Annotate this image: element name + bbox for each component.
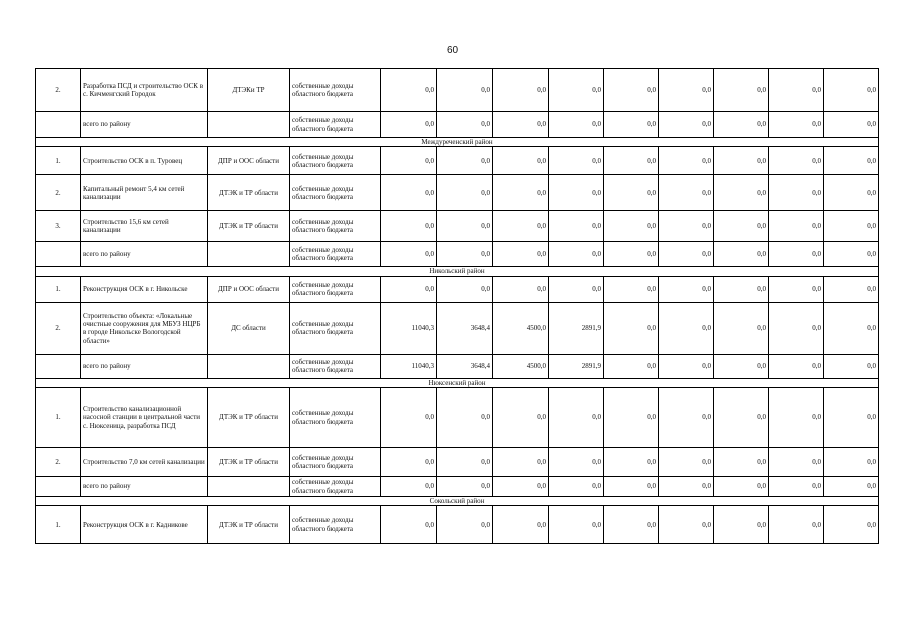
object-name: всего по району: [81, 477, 208, 497]
value-cell: 0,0: [549, 276, 604, 302]
value-cell: 0,0: [549, 211, 604, 242]
value-cell: 0,0: [493, 448, 549, 477]
object-name: всего по району: [81, 242, 208, 267]
district-name: Сокольский район: [36, 496, 879, 505]
funding-source: собственные доходы областного бюджета: [290, 388, 381, 448]
value-cell: 0,0: [824, 112, 879, 138]
value-cell: 0,0: [493, 506, 549, 544]
row-number: [36, 354, 81, 378]
funding-source: собственные доходы областного бюджета: [290, 147, 381, 175]
funding-source: собственные доходы областного бюджета: [290, 242, 381, 267]
value-cell: 0,0: [437, 477, 493, 497]
value-cell: 0,0: [604, 388, 659, 448]
value-cell: 0,0: [659, 388, 714, 448]
row-number: 1.: [36, 276, 81, 302]
district-header-row: [36, 378, 879, 387]
executor: ДТЭК и ТР области: [208, 211, 290, 242]
value-cell: 2891,9: [549, 354, 604, 378]
row-number: 2.: [36, 175, 81, 211]
table-row: [36, 477, 879, 497]
value-cell: 0,0: [659, 448, 714, 477]
value-cell: 0,0: [604, 175, 659, 211]
table-row: [36, 388, 879, 448]
value-cell: 0,0: [659, 175, 714, 211]
value-cell: 0,0: [604, 211, 659, 242]
district-name: Междуреченский район: [36, 138, 879, 147]
table-row: [36, 276, 879, 302]
table-row: [36, 448, 879, 477]
table-row: [36, 112, 879, 138]
value-cell: 0,0: [381, 175, 437, 211]
value-cell: 0,0: [493, 175, 549, 211]
value-cell: 0,0: [824, 147, 879, 175]
row-number: 1.: [36, 506, 81, 544]
value-cell: 4500,0: [493, 302, 549, 354]
value-cell: 0,0: [824, 276, 879, 302]
value-cell: 0,0: [659, 302, 714, 354]
value-cell: 0,0: [604, 242, 659, 267]
value-cell: 0,0: [381, 112, 437, 138]
value-cell: 0,0: [381, 242, 437, 267]
table-row: [36, 506, 879, 544]
value-cell: 0,0: [381, 388, 437, 448]
value-cell: 0,0: [769, 477, 824, 497]
value-cell: 0,0: [714, 242, 769, 267]
value-cell: 0,0: [381, 276, 437, 302]
executor: ДПР и ООС области: [208, 147, 290, 175]
row-number: 1.: [36, 147, 81, 175]
value-cell: 0,0: [381, 506, 437, 544]
object-name: Капитальный ремонт 5,4 км сетей канализации: [81, 175, 208, 211]
value-cell: 0,0: [659, 112, 714, 138]
value-cell: 0,0: [493, 211, 549, 242]
value-cell: 0,0: [437, 147, 493, 175]
value-cell: 0,0: [604, 448, 659, 477]
value-cell: 0,0: [604, 69, 659, 112]
value-cell: 0,0: [493, 242, 549, 267]
funding-source: собственные доходы областного бюджета: [290, 175, 381, 211]
value-cell: 0,0: [437, 506, 493, 544]
executor: ДТЭК и ТР области: [208, 175, 290, 211]
value-cell: 0,0: [769, 276, 824, 302]
value-cell: 0,0: [549, 477, 604, 497]
value-cell: 0,0: [659, 211, 714, 242]
funding-source: собственные доходы областного бюджета: [290, 506, 381, 544]
row-number: 2.: [36, 448, 81, 477]
value-cell: 0,0: [769, 242, 824, 267]
value-cell: 0,0: [437, 448, 493, 477]
value-cell: 0,0: [824, 242, 879, 267]
value-cell: 0,0: [714, 477, 769, 497]
executor: [208, 242, 290, 267]
value-cell: 0,0: [824, 354, 879, 378]
value-cell: 0,0: [437, 211, 493, 242]
object-name: Строительство объекта: «Локальные очистные сооружения для МБУЗ НЦРБ в городе Никольске Вологодской области»: [81, 302, 208, 354]
value-cell: 0,0: [604, 506, 659, 544]
value-cell: 0,0: [824, 388, 879, 448]
object-name: Строительство канализационной насосной станции в центральной части с. Нюксеница, разработка ПСД: [81, 388, 208, 448]
district-header-row: [36, 267, 879, 276]
value-cell: 0,0: [659, 477, 714, 497]
value-cell: 0,0: [824, 211, 879, 242]
value-cell: 0,0: [549, 242, 604, 267]
value-cell: 0,0: [604, 112, 659, 138]
value-cell: 11040,3: [381, 354, 437, 378]
value-cell: 0,0: [437, 69, 493, 112]
executor: ДТЭКи ТР: [208, 69, 290, 112]
value-cell: 0,0: [714, 211, 769, 242]
district-header-row: [36, 138, 879, 147]
value-cell: 0,0: [604, 354, 659, 378]
value-cell: 0,0: [714, 506, 769, 544]
value-cell: 0,0: [493, 388, 549, 448]
table-body: [36, 69, 879, 544]
value-cell: 0,0: [437, 175, 493, 211]
object-name: Реконструкция ОСК в г. Кадникове: [81, 506, 208, 544]
table-row: [36, 69, 879, 112]
value-cell: 0,0: [824, 302, 879, 354]
object-name: всего по району: [81, 354, 208, 378]
value-cell: 0,0: [381, 448, 437, 477]
value-cell: 2891,9: [549, 302, 604, 354]
value-cell: 0,0: [824, 477, 879, 497]
row-number: 1.: [36, 388, 81, 448]
executor: [208, 477, 290, 497]
value-cell: 0,0: [714, 448, 769, 477]
object-name: Разработка ПСД и строительство ОСК в с. Кичменгский Городок: [81, 69, 208, 112]
row-number: 3.: [36, 211, 81, 242]
table-row: [36, 175, 879, 211]
value-cell: 0,0: [381, 69, 437, 112]
value-cell: 0,0: [714, 69, 769, 112]
table-row: [36, 147, 879, 175]
executor: [208, 112, 290, 138]
value-cell: 0,0: [549, 175, 604, 211]
value-cell: 0,0: [549, 112, 604, 138]
district-name: Никольский район: [36, 267, 879, 276]
executor: ДТЭК и ТР области: [208, 448, 290, 477]
funding-source: собственные доходы областного бюджета: [290, 477, 381, 497]
district-header-row: [36, 496, 879, 505]
object-name: Строительство 15,6 км сетей канализации: [81, 211, 208, 242]
row-number: 2.: [36, 302, 81, 354]
row-number: 2.: [36, 69, 81, 112]
value-cell: 0,0: [714, 112, 769, 138]
executor: ДТЭК и ТР области: [208, 388, 290, 448]
executor: ДТЭК и ТР области: [208, 506, 290, 544]
executor: ДПР и ООС области: [208, 276, 290, 302]
value-cell: 0,0: [769, 388, 824, 448]
value-cell: 0,0: [381, 477, 437, 497]
value-cell: 0,0: [769, 175, 824, 211]
value-cell: 0,0: [493, 477, 549, 497]
value-cell: 0,0: [659, 276, 714, 302]
value-cell: 0,0: [659, 69, 714, 112]
district-name: Нюксенский район: [36, 378, 879, 387]
object-name: всего по району: [81, 112, 208, 138]
object-name: Реконструкция ОСК в г. Никольске: [81, 276, 208, 302]
funding-source: собственные доходы областного бюджета: [290, 276, 381, 302]
table-row: [36, 211, 879, 242]
value-cell: 0,0: [604, 147, 659, 175]
funding-source: собственные доходы областного бюджета: [290, 69, 381, 112]
table-row: [36, 302, 879, 354]
value-cell: 0,0: [824, 448, 879, 477]
value-cell: 0,0: [493, 276, 549, 302]
value-cell: 0,0: [437, 276, 493, 302]
object-name: Строительство 7,0 км сетей канализации: [81, 448, 208, 477]
value-cell: 0,0: [714, 147, 769, 175]
value-cell: 0,0: [769, 302, 824, 354]
row-number: [36, 242, 81, 267]
table-row: [36, 354, 879, 378]
value-cell: 0,0: [604, 302, 659, 354]
value-cell: 0,0: [659, 506, 714, 544]
value-cell: 0,0: [769, 354, 824, 378]
value-cell: 0,0: [824, 175, 879, 211]
budget-table: [35, 68, 879, 544]
value-cell: 0,0: [824, 69, 879, 112]
value-cell: 4500,0: [493, 354, 549, 378]
funding-source: собственные доходы областного бюджета: [290, 354, 381, 378]
value-cell: 0,0: [437, 388, 493, 448]
value-cell: 0,0: [714, 276, 769, 302]
funding-source: собственные доходы областного бюджета: [290, 211, 381, 242]
value-cell: 0,0: [493, 69, 549, 112]
page-number: 60: [446, 45, 459, 56]
row-number: [36, 477, 81, 497]
value-cell: 0,0: [769, 112, 824, 138]
value-cell: 0,0: [493, 112, 549, 138]
value-cell: 0,0: [769, 448, 824, 477]
funding-source: собственные доходы областного бюджета: [290, 448, 381, 477]
value-cell: 0,0: [381, 211, 437, 242]
value-cell: 0,0: [714, 302, 769, 354]
funding-source: собственные доходы областного бюджета: [290, 112, 381, 138]
value-cell: 0,0: [549, 147, 604, 175]
table-row: [36, 242, 879, 267]
executor: [208, 354, 290, 378]
value-cell: 3648,4: [437, 354, 493, 378]
value-cell: 0,0: [714, 388, 769, 448]
value-cell: 0,0: [549, 388, 604, 448]
value-cell: 0,0: [714, 354, 769, 378]
value-cell: 0,0: [824, 506, 879, 544]
value-cell: 0,0: [769, 211, 824, 242]
value-cell: 0,0: [437, 242, 493, 267]
value-cell: 0,0: [549, 506, 604, 544]
object-name: Строительство ОСК в п. Туровец: [81, 147, 208, 175]
value-cell: 0,0: [381, 147, 437, 175]
value-cell: 0,0: [659, 147, 714, 175]
value-cell: 11040,3: [381, 302, 437, 354]
value-cell: 0,0: [769, 69, 824, 112]
value-cell: 0,0: [769, 147, 824, 175]
value-cell: 0,0: [714, 175, 769, 211]
value-cell: 0,0: [604, 477, 659, 497]
value-cell: 0,0: [437, 112, 493, 138]
value-cell: 0,0: [493, 147, 549, 175]
value-cell: 0,0: [769, 506, 824, 544]
executor: ДС области: [208, 302, 290, 354]
value-cell: 0,0: [659, 354, 714, 378]
value-cell: 0,0: [549, 69, 604, 112]
value-cell: 0,0: [604, 276, 659, 302]
value-cell: 3648,4: [437, 302, 493, 354]
value-cell: 0,0: [549, 448, 604, 477]
funding-source: собственные доходы областного бюджета: [290, 302, 381, 354]
row-number: [36, 112, 81, 138]
value-cell: 0,0: [659, 242, 714, 267]
